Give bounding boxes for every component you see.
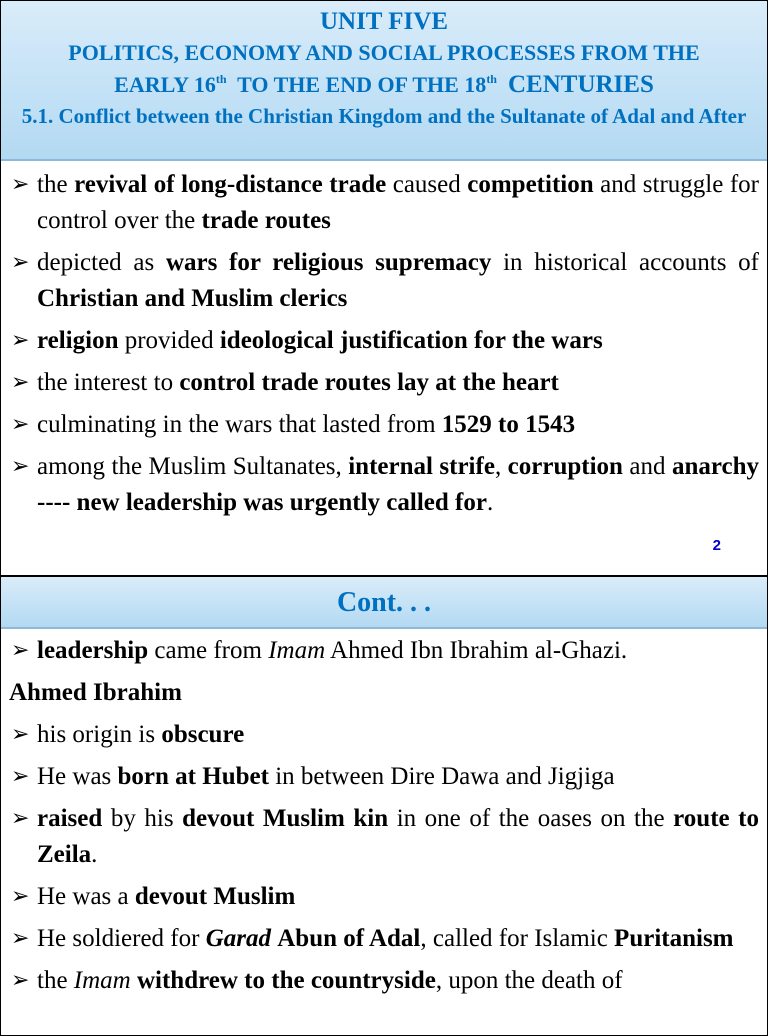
bullet-text-run: withdrew to the countryside <box>136 967 436 994</box>
bullet-text-run: He was a <box>37 883 135 910</box>
arrow-bullet-icon: ➢ <box>11 926 30 951</box>
bullet-text-run: raised <box>37 805 103 832</box>
chapter-title-line2: EARLY 16th TO THE END OF THE 18th CENTURIES <box>114 71 654 98</box>
bullet-item <box>9 633 759 669</box>
bullet-text-run: competition <box>467 171 594 198</box>
bullet-text-run: in historical accounts of <box>491 249 760 276</box>
bullet-text-run: among the Muslim Sultanates, <box>37 453 349 480</box>
bullet-text-run: religion <box>37 327 119 354</box>
bullet-text-run: obscure <box>161 721 245 748</box>
bullet-item <box>9 245 759 317</box>
slide-title-band <box>1 1 767 161</box>
bullet-text-run: and <box>622 453 672 480</box>
continued-title: Cont. . . <box>336 587 432 618</box>
bullet-text-run: born at Hubet <box>117 763 269 790</box>
bullet-text-run: Puritanism <box>614 925 734 952</box>
bullet-text-run: the interest to <box>37 369 180 396</box>
bullet-item <box>9 963 759 999</box>
page-number: 2 <box>712 537 721 554</box>
bullet-text-run: Ahmed Ibrahim <box>9 679 182 706</box>
bullet-text-run: route to Zeila <box>37 805 759 868</box>
bullet-text-run: Imam <box>268 637 326 664</box>
bullet-item <box>9 717 759 753</box>
arrow-bullet-icon: ➢ <box>11 884 30 909</box>
bullet-text-run: Abun of Adal <box>277 925 421 952</box>
arrow-bullet-icon: ➢ <box>11 968 30 993</box>
bullet-text-run: came from <box>148 637 269 664</box>
arrow-bullet-icon: ➢ <box>11 806 30 831</box>
bullet-item <box>9 323 759 359</box>
bullet-text-run: devout Muslim <box>134 883 296 910</box>
bullet-item <box>9 801 759 873</box>
arrow-bullet-icon: ➢ <box>11 370 30 395</box>
bullet-item <box>9 167 759 239</box>
bullet-text-run: trade routes <box>201 207 331 234</box>
bullet-item <box>9 407 759 443</box>
bullet-text-run: by his <box>102 805 183 832</box>
bullet-text-run: and struggle for control over the <box>37 171 759 234</box>
bullet-text-run: provided <box>118 327 220 354</box>
bullet-list <box>1 633 767 1005</box>
bullet-list <box>1 167 767 527</box>
arrow-bullet-icon: ➢ <box>11 328 30 353</box>
bullet-text-run: control trade routes lay at the heart <box>179 369 559 396</box>
bullet-text-run: caused <box>386 171 468 198</box>
bullet-item <box>9 879 759 915</box>
arrow-bullet-icon: ➢ <box>11 454 30 479</box>
arrow-bullet-icon: ➢ <box>11 412 30 437</box>
bullet-text-run: devout Muslim kin <box>182 805 389 832</box>
bullet-text-run: , upon the death of <box>435 967 623 994</box>
arrow-bullet-icon: ➢ <box>11 722 30 747</box>
slide-title-band <box>1 577 767 629</box>
bullet-text-run: Imam <box>73 967 131 994</box>
bullet-text-run: culminating in the wars that lasted from <box>37 411 442 438</box>
bullet-text-run: revival of long-distance trade <box>74 171 387 198</box>
bullet-text-run: in one of the oases on the <box>388 805 674 832</box>
bullet-text-run: the <box>37 967 74 994</box>
arrow-bullet-icon: ➢ <box>11 638 30 663</box>
arrow-bullet-icon: ➢ <box>11 172 30 197</box>
bullet-text-run: in between Dire Dawa and Jigjiga <box>268 763 615 790</box>
unit-title: UNIT FIVE <box>319 8 449 35</box>
bullet-item <box>9 921 759 957</box>
bullet-text-run: 1529 to 1543 <box>441 411 576 438</box>
bullet-text-run: internal strife <box>348 453 495 480</box>
chapter-title-line1: POLITICS, ECONOMY AND SOCIAL PROCESSES FROM THE <box>68 40 700 65</box>
bullet-text-run: . <box>486 489 494 516</box>
bullet-text-run: . <box>91 841 98 868</box>
bullet-text-run: He was <box>37 763 118 790</box>
slide-continued <box>0 576 768 1036</box>
bullet-text-run: Christian and Muslim clerics <box>37 285 348 312</box>
section-subtitle: 5.1. Conflict between the Christian Kingdom and the Sultanate of Adal and After <box>21 104 747 128</box>
bullet-text-run: , called for Islamic <box>420 925 615 952</box>
bullet-text-run: depicted as <box>37 249 166 276</box>
arrow-bullet-icon: ➢ <box>11 764 30 789</box>
bullet-item <box>9 365 759 401</box>
subheading <box>9 675 759 711</box>
bullet-text-run: He soldiered for <box>37 925 206 952</box>
bullet-text-run: Ahmed Ibn Ibrahim al-Ghazi. <box>325 637 628 664</box>
bullet-item <box>9 759 759 795</box>
bullet-text-run: corruption <box>507 453 623 480</box>
bullet-text-run: leadership <box>37 637 149 664</box>
bullet-text-run: , <box>494 453 508 480</box>
bullet-text-run: Garad <box>205 925 271 952</box>
bullet-text-run: his origin is <box>37 721 162 748</box>
bullet-text-run: the <box>37 171 75 198</box>
bullet-text-run: ideological justification for the wars <box>219 327 603 354</box>
bullet-item <box>9 449 759 521</box>
arrow-bullet-icon: ➢ <box>11 250 30 275</box>
bullet-text-run: anarchy ---- new leadership was urgently called for <box>37 453 760 516</box>
bullet-text-run: wars for religious supremacy <box>165 249 492 276</box>
